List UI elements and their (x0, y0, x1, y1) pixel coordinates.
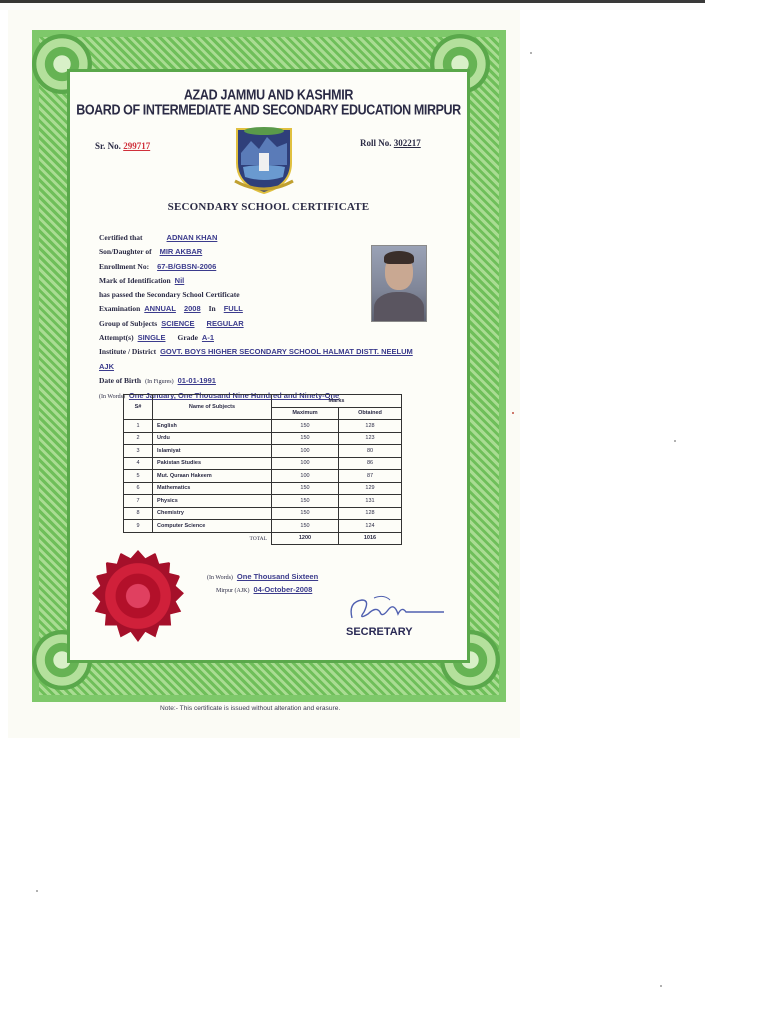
in-label: In (208, 304, 216, 314)
maximum-cell: 100 (272, 445, 339, 458)
sno-cell: 8 (124, 507, 153, 520)
certified-that-label: Certified that (99, 233, 143, 242)
maximum-cell: 150 (272, 482, 339, 495)
attempts-label: Attempt(s) (99, 333, 134, 343)
obtained-cell: 87 (339, 470, 402, 483)
dob-label: Date of Birth (99, 375, 142, 385)
sno-cell: 5 (124, 470, 153, 483)
dob-figures: 01-01-1991 (177, 375, 216, 385)
table-row (124, 432, 402, 445)
subject-group: SCIENCE (161, 318, 195, 328)
subject-cell: Pakistan Studies (153, 457, 272, 470)
total-words-value: One Thousand Sixteen (236, 572, 319, 581)
subject-cell: Physics (153, 495, 272, 508)
institute-line2: AJK (99, 361, 115, 371)
identification-mark: Nil (174, 275, 185, 285)
exam-year: 2008 (183, 304, 201, 314)
institute-line1: GOVT. BOYS HIGHER SECONDARY SCHOOL HALMAT DISTT. NEELUM (160, 347, 413, 357)
secretary-title: SECRETARY (346, 626, 413, 638)
table-row (124, 507, 402, 520)
passed-statement: has passed the Secondary School Certificate (99, 290, 240, 300)
sno-header: S# (124, 395, 153, 420)
total-label: TOTAL (249, 535, 267, 542)
in-figures-label: (In Figures) (145, 378, 174, 385)
identification-label: Mark of Identification (99, 275, 171, 285)
enrollment-label: Enrollment No: (99, 261, 150, 271)
obtained-cell: 80 (339, 445, 402, 458)
marks-table (123, 394, 402, 545)
marks-rows (124, 420, 402, 533)
board-emblem-icon (231, 123, 297, 195)
sno-cell: 4 (124, 457, 153, 470)
footer-note: Note:- This certificate is issued without alteration and erasure. (160, 705, 341, 712)
issue-date-value: 04-October-2008 (253, 585, 313, 594)
subject-cell: Chemistry (153, 507, 272, 520)
issue-date (216, 579, 312, 597)
obtained-cell: 131 (339, 495, 402, 508)
table-row (124, 495, 402, 508)
group-label: Group of Subjects (99, 318, 158, 328)
table-row (124, 520, 402, 533)
subject-header: Name of Subjects (153, 395, 272, 420)
total-obtained: 1016 (339, 532, 402, 545)
candidate-name: ADNAN KHAN (166, 233, 218, 242)
group-type: REGULAR (206, 318, 244, 328)
obtained-header: Obtained (339, 407, 402, 420)
roll-value: 302217 (393, 138, 421, 148)
total-maximum: 1200 (272, 532, 339, 545)
obtained-cell: 124 (339, 520, 402, 533)
secretary-signature (344, 592, 448, 624)
subject-cell: Islamiyat (153, 445, 272, 458)
maximum-cell: 100 (272, 470, 339, 483)
total-words-label: (In Words) (207, 575, 233, 581)
maximum-cell: 150 (272, 495, 339, 508)
sno-cell: 3 (124, 445, 153, 458)
maximum-cell: 150 (272, 432, 339, 445)
sno-cell: 2 (124, 432, 153, 445)
parent-name: MIR AKBAR (159, 247, 203, 257)
exam-mode: FULL (223, 304, 243, 314)
subject-cell: Mut. Quraan Hakeem (153, 470, 272, 483)
scan-edge (0, 0, 705, 3)
obtained-cell: 86 (339, 457, 402, 470)
subject-cell: Computer Science (153, 520, 272, 533)
serial-value: 299717 (123, 141, 151, 151)
table-row (124, 457, 402, 470)
subject-cell: Mathematics (153, 482, 272, 495)
roll-label: Roll No. (360, 138, 392, 148)
serial-number (95, 141, 150, 151)
obtained-cell: 129 (339, 482, 402, 495)
parent-label: Son/Daughter of (99, 247, 152, 257)
certificate-title: SECONDARY SCHOOL CERTIFICATE (167, 201, 370, 213)
grade-value: A-1 (201, 333, 215, 343)
obtained-cell: 128 (339, 507, 402, 520)
board-name: BOARD OF INTERMEDIATE AND SECONDARY EDUCATION MIRPUR (76, 101, 461, 119)
grade-label: Grade (177, 333, 198, 343)
enrollment-number: 67-B/GBSN-2006 (157, 261, 217, 271)
issue-place: Mirpur (AJK) (216, 588, 250, 594)
maximum-header: Maximum (272, 407, 339, 420)
serial-label: Sr. No. (95, 141, 121, 151)
candidate-photo (371, 245, 427, 322)
table-row (124, 482, 402, 495)
maximum-cell: 150 (272, 507, 339, 520)
roll-number (360, 138, 421, 148)
institute-label: Institute / District (99, 347, 157, 357)
sno-cell: 6 (124, 482, 153, 495)
table-row (124, 470, 402, 483)
subject-cell: Urdu (153, 432, 272, 445)
maximum-cell: 150 (272, 420, 339, 433)
maximum-cell: 100 (272, 457, 339, 470)
examination-label: Examination (99, 304, 141, 314)
sno-cell: 1 (124, 420, 153, 433)
table-row (124, 445, 402, 458)
maximum-cell: 150 (272, 520, 339, 533)
obtained-cell: 123 (339, 432, 402, 445)
dob-words: One January, One Thousand Nine Hundred and Ninety-One (128, 391, 340, 401)
in-words-label: (In Words) (99, 394, 125, 401)
exam-session: ANNUAL (144, 304, 176, 314)
attempts-value: SINGLE (137, 333, 166, 343)
candidate-details (99, 230, 413, 404)
sno-cell: 9 (124, 520, 153, 533)
marks-header: Marks (272, 395, 402, 408)
sno-cell: 7 (124, 495, 153, 508)
board-region: AZAD JAMMU AND KASHMIR (183, 86, 354, 104)
obtained-cell: 128 (339, 420, 402, 433)
subject-cell: English (153, 420, 272, 433)
table-row (124, 420, 402, 433)
